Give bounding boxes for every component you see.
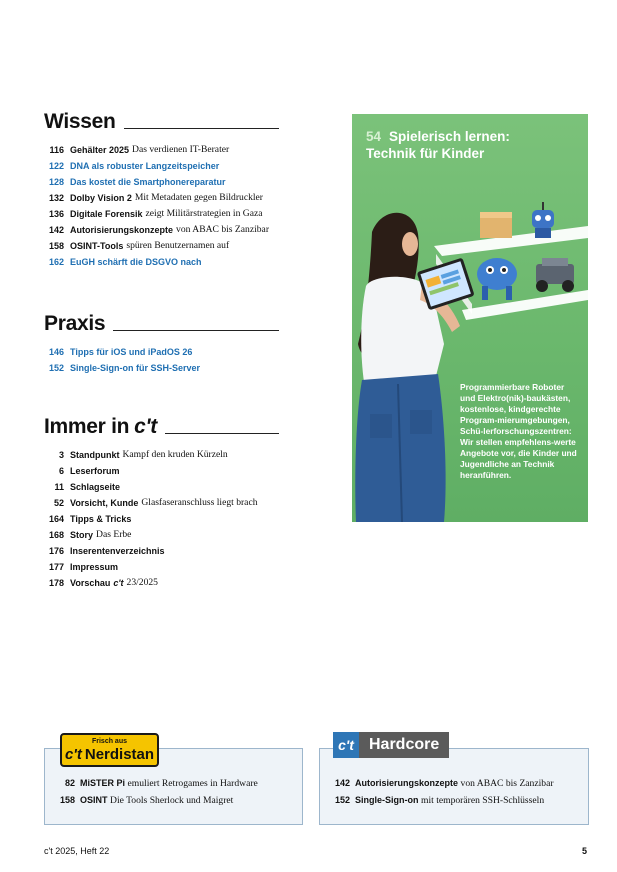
divider [165, 433, 279, 434]
nerdistan-badge: Frisch aus c't Nerdistan [60, 733, 159, 767]
section-title-wissen: Wissen [44, 110, 116, 133]
toc-item[interactable]: 136 Digitale Forensik zeigt Militärstrategien in Gaza [48, 208, 263, 219]
section-wissen [44, 108, 279, 270]
toc-item[interactable]: 11 Schlagseite [54, 482, 121, 492]
toc-item[interactable]: 3 Standpunkt Kampf den kruden Kürzeln [58, 449, 228, 460]
toc-item[interactable]: 168 Story Das Erbe [48, 529, 132, 540]
feature-title: 54 Spielerisch lernen: Technik für Kinder [366, 129, 510, 161]
toc-item[interactable]: 152 Single-Sign-on für SSH-Server [48, 363, 201, 373]
hardcore-list [330, 775, 554, 809]
toc-item[interactable]: 52 Vorsicht, Kunde Glasfaseranschluss liegt brach [53, 497, 258, 508]
toc-item[interactable]: 142 Autorisierungskonzepte von ABAC bis Zanzibar [48, 224, 270, 235]
ct-logo: c't [333, 732, 359, 758]
hardcore-badge: c't Hardcore [333, 732, 449, 758]
feature-description: Programmierbare Roboter und Elektro(nik)-baukästen, kostenlose, kindgerechte Program-mierumgebungen, Schü-lerforschungszentren: Wir stellen empfehlens-werte Angebote vor, die Kinder und Jugendliche an Technik heranführen. [460, 382, 577, 480]
toc-item[interactable]: 132 Dolby Vision 2 Mit Metadaten gegen Bildruckler [48, 192, 264, 203]
toc-item[interactable]: 177 Impressum [48, 562, 119, 572]
divider [124, 128, 279, 129]
list-item[interactable]: 142 Autorisierungskonzepte von ABAC bis Zanzibar [334, 778, 554, 789]
list-item[interactable]: 152 Single-Sign-on mit temporären SSH-Schlüsseln [334, 795, 545, 806]
toc-item[interactable]: 116 Gehälter 2025 Das verdienen IT-Berater [49, 144, 230, 155]
page-number: 5 [582, 846, 588, 856]
toc-item[interactable]: 158 OSINT-Tools spüren Benutzernamen auf [48, 240, 230, 251]
toc-item[interactable]: 128 Das kostet die Smartphonereparatur [48, 177, 226, 187]
ct-logo: c't [134, 415, 157, 438]
toc-list-praxis [44, 344, 279, 376]
toc-item[interactable]: 146 Tipps für iOS und iPadOS 26 [48, 347, 193, 357]
toc-list-wissen [44, 142, 279, 270]
section-praxis [44, 310, 279, 376]
toc-item[interactable]: 6 Leserforum [58, 466, 120, 476]
section-immer-in-ct [44, 413, 279, 591]
toc-list-immer [44, 447, 279, 591]
feature-teaser[interactable] [352, 114, 588, 522]
nerdistan-list [55, 775, 258, 809]
toc-item[interactable]: 122 DNA als robuster Langzeitspeicher [48, 161, 220, 171]
section-title-praxis: Praxis [44, 312, 106, 335]
ct-logo: c't [64, 746, 82, 763]
toc-item[interactable]: 176 Inserentenverzeichnis [48, 546, 165, 556]
footer-issue: c't 2025, Heft 22 [44, 846, 110, 856]
feature-page-number: 54 [366, 129, 382, 144]
divider [113, 330, 279, 331]
box-hardcore [319, 748, 589, 825]
toc-item[interactable]: 178 Vorschau c't 23/2025 [44, 575, 279, 591]
toc-item[interactable]: 164 Tipps & Tricks [48, 514, 132, 524]
toc-item[interactable]: 162 EuGH schärft die DSGVO nach [48, 257, 202, 267]
section-title-immer: Immer in c't [44, 415, 157, 438]
list-item[interactable]: 82 MiSTER Pi emuliert Retrogames in Hardware [64, 778, 258, 789]
list-item[interactable]: 158 OSINT Die Tools Sherlock und Maigret [59, 795, 234, 806]
ct-logo: c't [113, 578, 124, 588]
